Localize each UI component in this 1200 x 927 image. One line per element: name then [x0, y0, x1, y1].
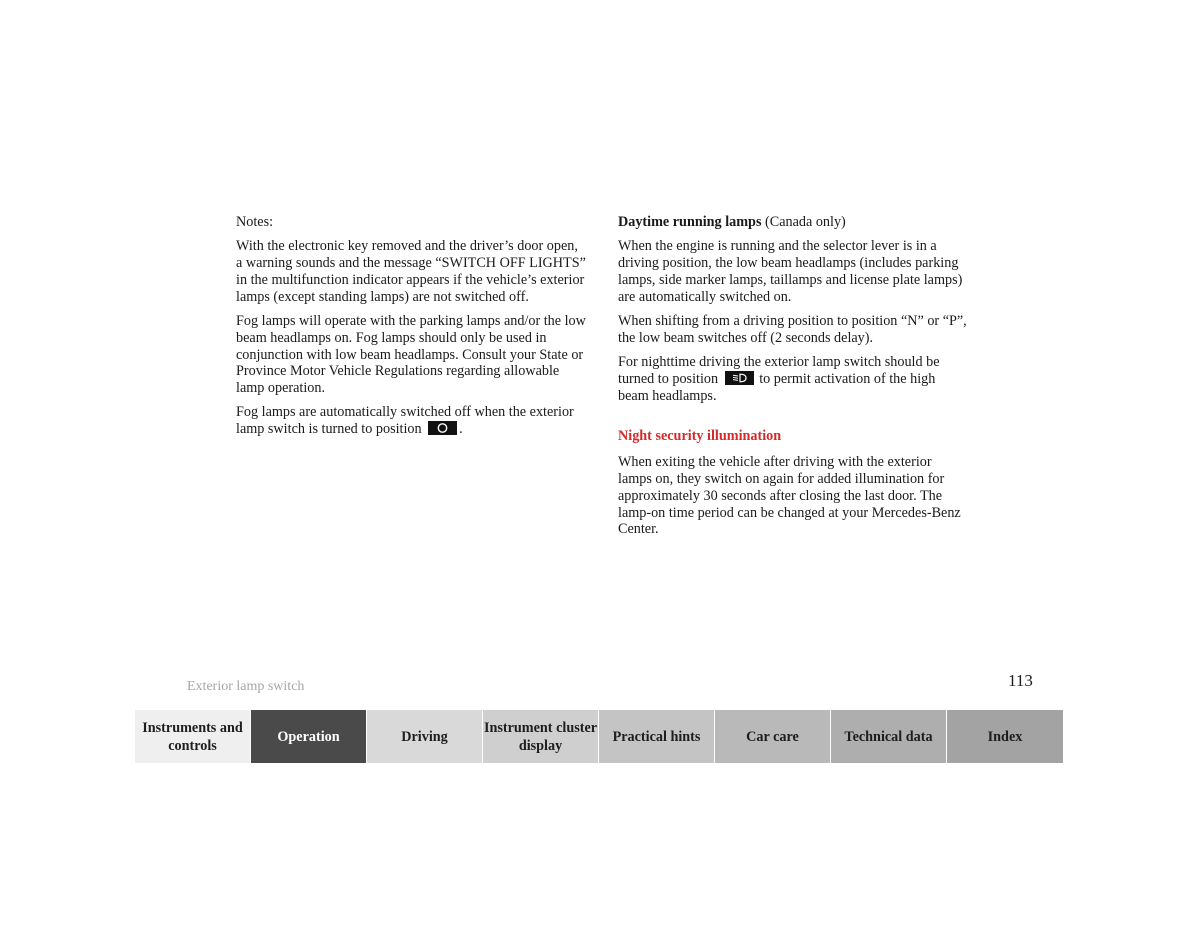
notes-label: Notes: [236, 214, 274, 230]
section-label: Exterior lamp switch [187, 679, 305, 694]
fog-lamps-off-text: Fog lamps are automatically switched off when the exterior lamp switch is turned to position [236, 404, 574, 438]
fog-lamps-off-text-end: . [459, 421, 463, 438]
tab-car-care[interactable]: Car care [715, 710, 831, 763]
drl-paragraph: When the engine is running and the selector lever is in a driving position, the low beam headlamps (includes parking lamps, side marker lamps, taillamps and license plate lamps) are automatically switched on. [618, 238, 963, 305]
night-security-heading: Night security illumination [618, 428, 782, 445]
chapter-tabs [135, 710, 1063, 763]
right-column [618, 214, 968, 546]
page-number: 113 [1008, 671, 1033, 690]
nighttime-text: For nighttime driving the exterior lamp switch should be turned to position [618, 354, 940, 387]
drl-heading [618, 214, 968, 231]
tab-instrument-cluster-display[interactable]: Instrument cluster display [483, 710, 599, 763]
tab-instruments-and-controls[interactable]: Instruments and controls [135, 710, 251, 763]
tab-driving[interactable]: Driving [367, 710, 483, 763]
nighttime-text-end: to permit activation of the high beam headlamps. [618, 370, 936, 404]
nighttime-paragraph [618, 354, 968, 404]
drl-heading-bold: Daytime running lamps [618, 214, 762, 230]
drl-heading-qualifier: (Canada only) [761, 214, 846, 230]
night-security-paragraph: When exiting the vehicle after driving with the exterior lamps on, they switch on again for added illumination for approximately 30 seconds after closing the last door. The lamp-on time period can be changed at your Mercedes-Benz Center. [618, 454, 961, 538]
tab-technical-data[interactable]: Technical data [831, 710, 947, 763]
switch-off-position-icon [428, 421, 457, 435]
key-warning-paragraph: With the electronic key removed and the driver’s door open, a warning sounds and the message “SWITCH OFF LIGHTS” in the multifunction indicator appears if the vehicle’s exterior lamps (except standing lamps) are not switched off. [236, 238, 586, 305]
low-beam-headlamp-icon [725, 371, 754, 385]
fog-lamps-off-paragraph [236, 404, 586, 438]
tab-practical-hints[interactable]: Practical hints [599, 710, 715, 763]
left-column [236, 214, 586, 446]
tab-operation[interactable]: Operation [251, 710, 367, 763]
shifting-paragraph: When shifting from a driving position to position “N” or “P”, the low beam switches off (2 seconds delay). [618, 312, 967, 346]
fog-lamps-paragraph: Fog lamps will operate with the parking lamps and/or the low beam headlamps on. Fog lamps should only be used in conjunction with low beam headlamps. Consult your State or Province Motor Vehicle Regulations regarding allowable lamp operation. [236, 312, 586, 397]
tab-index[interactable]: Index [947, 710, 1063, 763]
